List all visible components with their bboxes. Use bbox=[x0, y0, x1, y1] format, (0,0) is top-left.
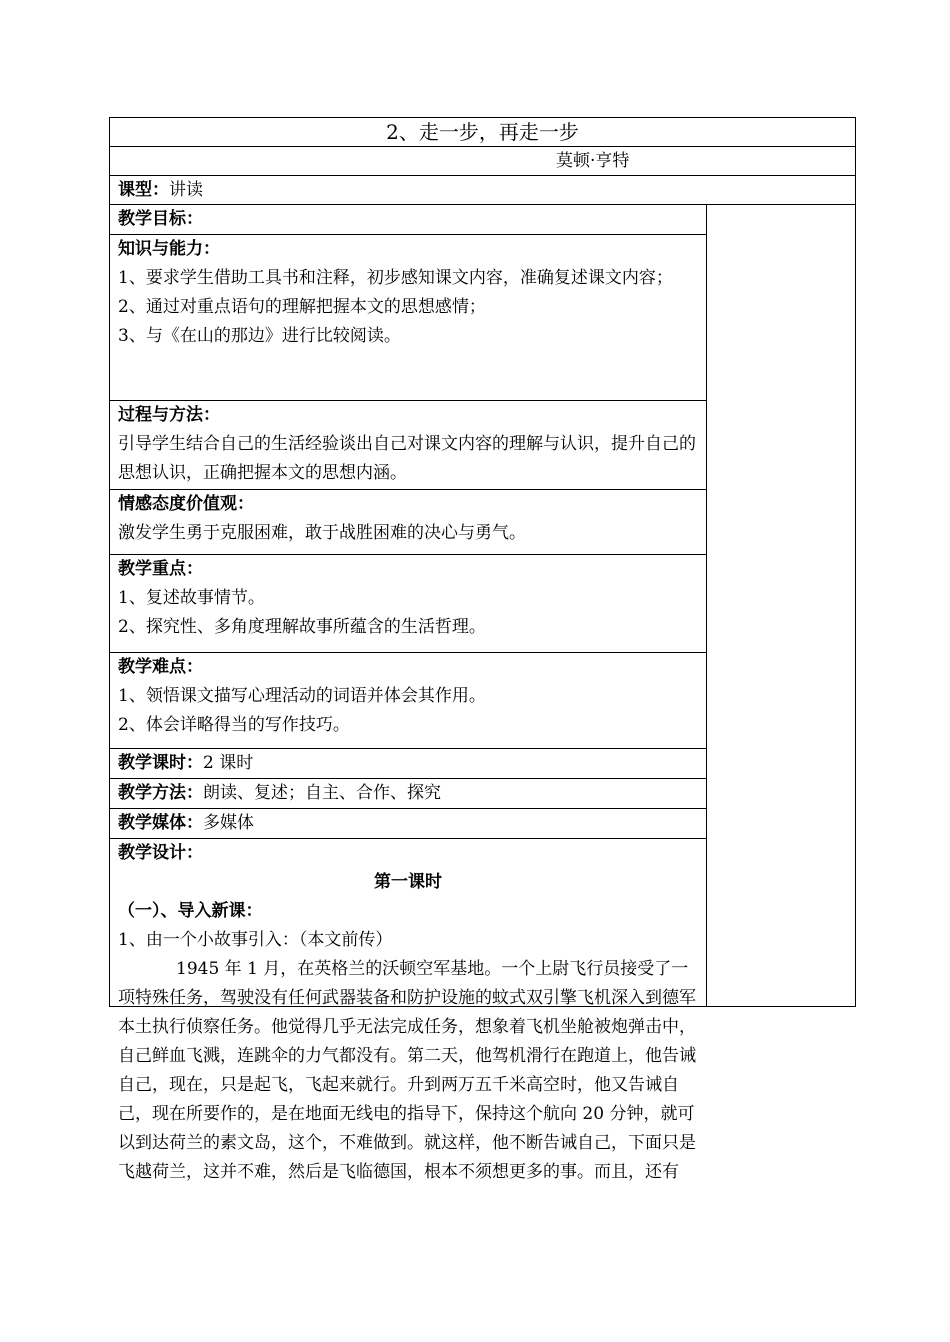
emotion-section bbox=[110, 490, 707, 555]
lesson-type-label: 课型： bbox=[118, 180, 169, 200]
title-row bbox=[110, 118, 855, 147]
knowledge-item: 2、通过对重点语句的理解把握本文的思想感情； bbox=[118, 297, 486, 317]
key-point-item: 2、探究性、多角度理解故事所蕴含的生活哲理。 bbox=[118, 617, 486, 637]
key-point-item: 1、复述故事情节。 bbox=[118, 588, 265, 608]
section-heading: （一）、导入新课： bbox=[118, 901, 263, 921]
methods-value: 朗读、复述；自主、合作、探究 bbox=[203, 783, 441, 803]
difficulties-section bbox=[110, 653, 707, 749]
knowledge-label: 知识与能力： bbox=[118, 239, 220, 259]
hours-row bbox=[110, 749, 707, 779]
methods-label: 教学方法： bbox=[118, 783, 203, 803]
media-value: 多媒体 bbox=[203, 813, 254, 833]
hours-label: 教学课时： bbox=[118, 753, 203, 773]
story-paragraph: 1945 年 1 月，在英格兰的沃顿空军基地。一个上尉飞行员接受了一项特殊任务，驾驶没有任何武器装备和防护设施的蚊式双引擎飞机深入到德军本土执行侦察任务。他觉得几乎无法完成任务，想象着飞机坐舱被炮弹击中，自己鲜血飞溅，连跳伞的力气都没有。第二天，他驾机滑行在跑道上，他告诫自己，现在，只是起飞，飞起来就行。升到两万五千米高空时，他又告诫自己，现在所要作的，是在地面无线电的指导下，保持这个航向 20 分钟，就可以到达荷兰的素文岛，这个，不难做到。就这样，他不断告诫自己，下面只是飞越荷兰，这并不难，然后是飞临德国，根本不须想更多的事。而且，还有 bbox=[118, 959, 696, 1182]
process-text: 引导学生结合自己的生活经验谈出自己对课文内容的理解与认识，提升自己的思想认识，正确把握本文的思想内涵。 bbox=[118, 434, 696, 483]
knowledge-item: 3、与《在山的那边》进行比较阅读。 bbox=[118, 326, 401, 346]
author-name: 莫顿·亨特 bbox=[556, 151, 630, 171]
key-points-section bbox=[110, 555, 707, 653]
emotion-text: 激发学生勇于克服困难，敢于战胜困难的决心与勇气。 bbox=[118, 523, 526, 543]
lesson-type-row bbox=[110, 176, 855, 205]
media-row bbox=[110, 809, 707, 839]
intro-line: 1、由一个小故事引入：（本文前传） bbox=[118, 930, 393, 950]
knowledge-item: 1、要求学生借助工具书和注释，初步感知课文内容，准确复述课文内容； bbox=[118, 268, 673, 288]
methods-row bbox=[110, 779, 707, 809]
objectives-row bbox=[110, 205, 707, 235]
difficulty-item: 1、领悟课文描写心理活动的词语并体会其作用。 bbox=[118, 686, 486, 706]
objectives-label: 教学目标： bbox=[118, 209, 203, 229]
notes-column bbox=[707, 205, 855, 1006]
period-heading: 第一课时 bbox=[374, 872, 442, 892]
lesson-type-value: 讲读 bbox=[169, 180, 203, 200]
knowledge-section bbox=[110, 235, 707, 401]
design-label: 教学设计： bbox=[118, 843, 203, 863]
difficulty-item: 2、体会详略得当的写作技巧。 bbox=[118, 715, 350, 735]
process-section bbox=[110, 401, 707, 490]
author-row bbox=[110, 147, 855, 176]
difficulties-label: 教学难点： bbox=[118, 657, 203, 677]
media-label: 教学媒体： bbox=[118, 813, 203, 833]
lesson-title: 2、走一步，再走一步 bbox=[386, 120, 579, 144]
emotion-label: 情感态度价值观： bbox=[118, 494, 254, 514]
key-points-label: 教学重点： bbox=[118, 559, 203, 579]
lesson-plan-table bbox=[109, 117, 856, 1182]
hours-value: 2 课时 bbox=[203, 753, 254, 773]
design-section bbox=[110, 839, 707, 1182]
process-label: 过程与方法： bbox=[118, 405, 220, 425]
